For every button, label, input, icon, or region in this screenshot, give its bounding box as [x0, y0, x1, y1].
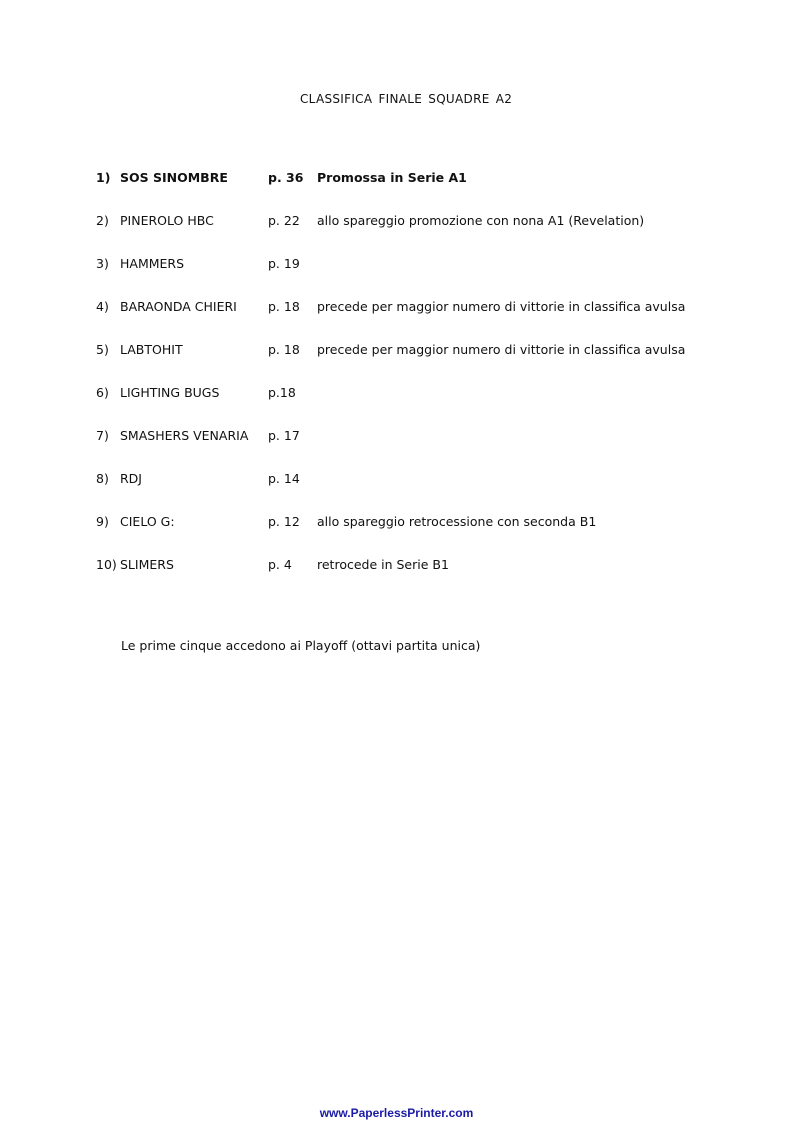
standings-row	[96, 252, 736, 295]
points-value: p.18	[268, 385, 296, 400]
points-value: p. 14	[268, 471, 300, 486]
paperlessprinter-link[interactable]: www.PaperlessPrinter.com	[319, 1106, 474, 1120]
rank-label: 9)	[96, 514, 109, 529]
standings-row	[96, 381, 736, 424]
team-name: RDJ	[120, 471, 142, 486]
points-value: p. 4	[268, 557, 292, 572]
team-name: SLIMERS	[120, 557, 174, 572]
team-name: HAMMERS	[120, 256, 185, 271]
standing-note: retrocede in Serie B1	[317, 557, 449, 572]
standings-row	[96, 510, 736, 553]
team-name: PINEROLO HBC	[120, 213, 214, 228]
standings-row	[96, 209, 736, 252]
rank-label: 5)	[96, 342, 109, 357]
standing-note: precede per maggior numero di vittorie in classifica avulsa	[317, 342, 686, 357]
rank-label: 7)	[96, 428, 109, 443]
rank-label: 8)	[96, 471, 109, 486]
standing-note: allo spareggio promozione con nona A1 (Revelation)	[317, 213, 645, 228]
standing-note: Promossa in Serie A1	[317, 170, 467, 185]
standings-row	[96, 553, 736, 596]
points-value: p. 12	[268, 514, 300, 529]
rank-label: 6)	[96, 385, 109, 400]
points-value: p. 36	[268, 170, 304, 185]
rank-label: 10)	[96, 557, 117, 572]
team-name: LABTOHIT	[120, 342, 183, 357]
standings-row	[96, 338, 736, 381]
rank-label: 2)	[96, 213, 109, 228]
team-name: SMASHERS VENARIA	[120, 428, 249, 443]
rank-label: 3)	[96, 256, 109, 271]
standing-note: allo spareggio retrocessione con seconda B1	[317, 514, 597, 529]
points-value: p. 18	[268, 342, 300, 357]
points-value: p. 18	[268, 299, 300, 314]
playoff-footnote: Le prime cinque accedono ai Playoff (ottavi partita unica)	[121, 638, 481, 653]
team-name: CIELO G:	[120, 514, 175, 529]
standings-list	[96, 166, 736, 596]
standings-row	[96, 295, 736, 338]
points-value: p. 17	[268, 428, 300, 443]
document-title: CLASSIFICA FINALE SQUADRE A2	[300, 92, 513, 106]
points-value: p. 19	[268, 256, 300, 271]
standings-row	[96, 424, 736, 467]
team-name: LIGHTING BUGS	[120, 385, 220, 400]
team-name: BARAONDA CHIERI	[120, 299, 237, 314]
standing-note: precede per maggior numero di vittorie in classifica avulsa	[317, 299, 686, 314]
standings-row	[96, 467, 736, 510]
team-name: SOS SINOMBRE	[120, 170, 228, 185]
rank-label: 1)	[96, 170, 111, 185]
standings-row	[96, 166, 736, 209]
points-value: p. 22	[268, 213, 300, 228]
rank-label: 4)	[96, 299, 109, 314]
